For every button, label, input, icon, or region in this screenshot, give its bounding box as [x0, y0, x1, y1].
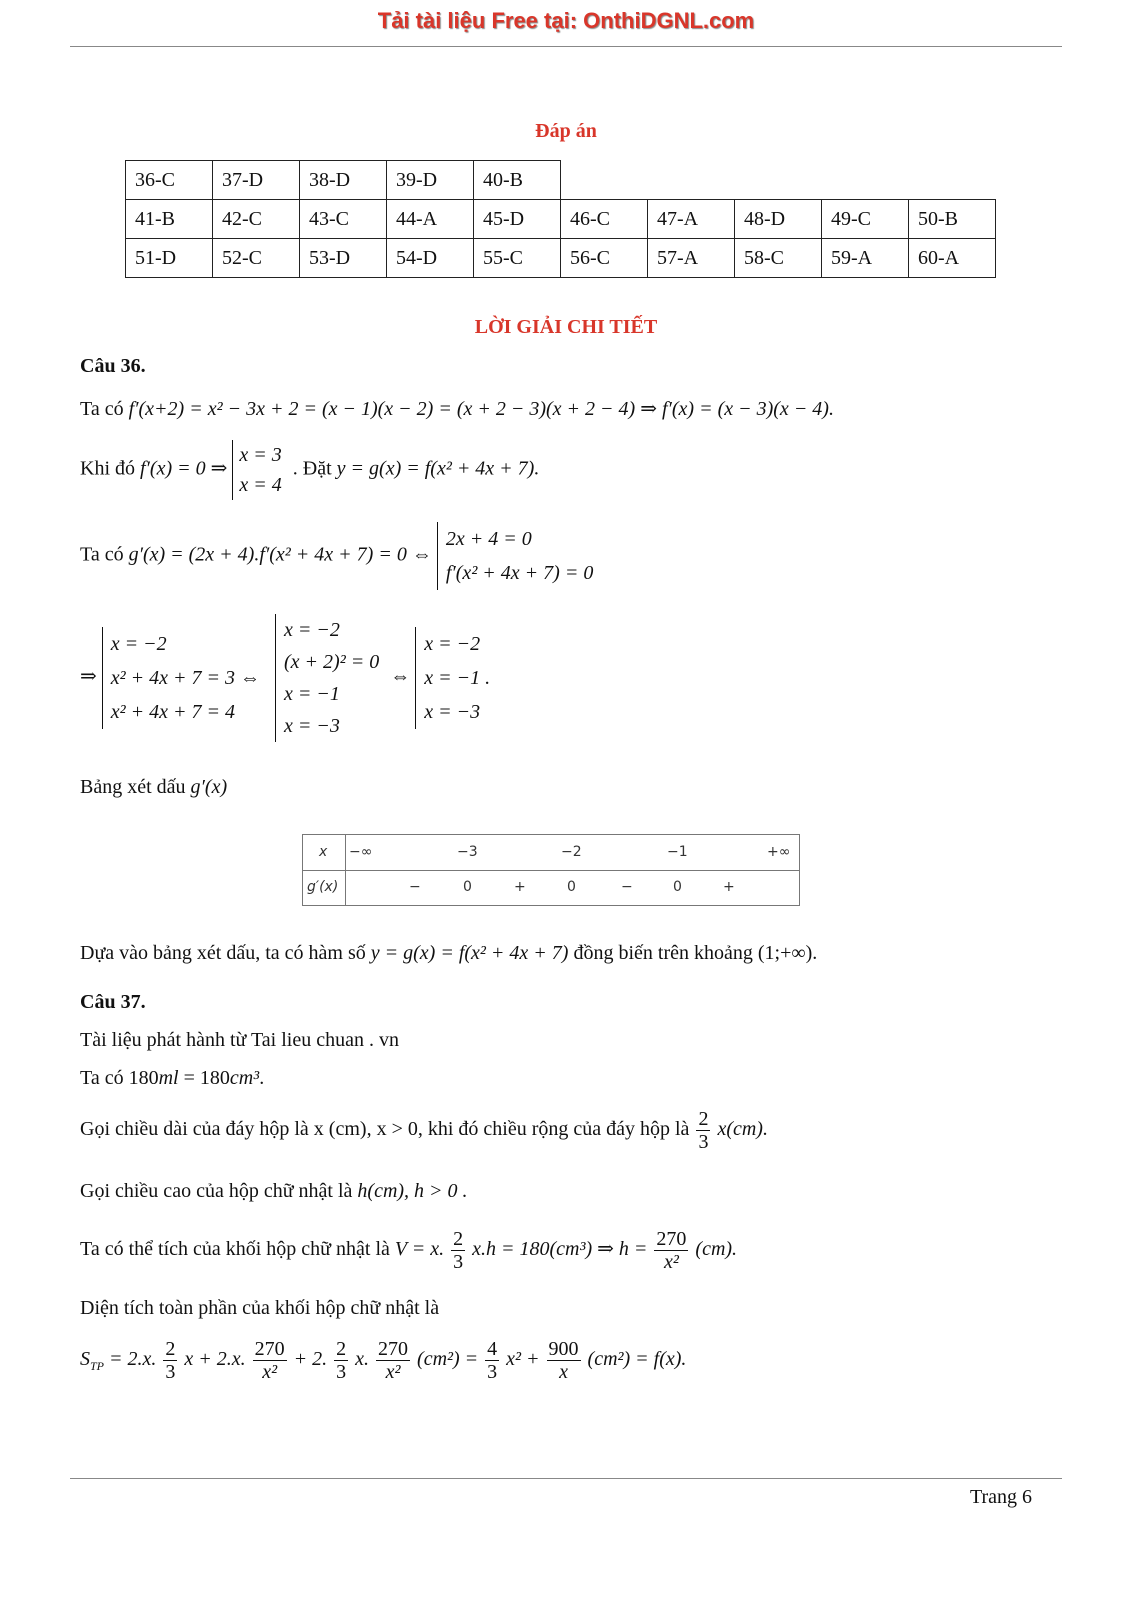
q36-line2-tail: . Đặt	[292, 457, 332, 480]
q37-line4	[80, 1228, 737, 1273]
q37-line6-m4: + 2.	[293, 1348, 328, 1371]
fraction	[334, 1338, 348, 1383]
q37-line4-a: Ta có thể tích của khối hộp chữ nhật là	[80, 1238, 390, 1261]
q36-line4-equiv: ⇔	[390, 665, 411, 688]
empty-cell	[561, 161, 648, 200]
answer-cell: 37-D	[213, 161, 300, 200]
fraction-numerator: 900	[548, 1338, 579, 1360]
answer-cell: 43-C	[300, 200, 387, 239]
q36-line4-cases-b	[275, 614, 385, 742]
case-line: x = 3	[239, 444, 282, 466]
fraction	[163, 1338, 177, 1383]
q37-line2	[80, 1108, 768, 1153]
q36-line2-lead: Khi đó	[80, 457, 135, 480]
q36-line1-lead: Ta có	[80, 398, 124, 420]
q36-line2-cases	[232, 440, 287, 500]
q37-line4-m3: (cm).	[695, 1238, 738, 1261]
fraction-denominator: x²	[663, 1251, 679, 1273]
q37-line6-m8: (cm²) = f(x).	[587, 1348, 687, 1371]
fraction-denominator: 3	[698, 1131, 709, 1153]
q37-line4-m2: x.h = 180(cm³) ⇒ h =	[472, 1238, 648, 1261]
sign-table-sign: +	[723, 879, 735, 895]
answer-cell: 42-C	[213, 200, 300, 239]
q37-line6-sub: TP	[90, 1359, 105, 1374]
q37-line5: Diện tích toàn phần của khối hộp chữ nhật là	[80, 1297, 440, 1319]
answer-cell: 48-D	[735, 200, 822, 239]
sign-table	[302, 834, 800, 906]
answer-cell: 36-C	[126, 161, 213, 200]
q37-line2-a: Gọi chiều dài của đáy hộp là x (cm), x > 0, khi đó chiều rộng của đáy hộp là	[80, 1118, 690, 1141]
sign-table-x-value: −1	[667, 844, 688, 860]
q37-line4-m1: V = x.	[394, 1238, 445, 1261]
q37-title: Câu 37.	[80, 991, 146, 1013]
fraction-numerator: 270	[656, 1228, 687, 1250]
answer-cell: 56-C	[561, 239, 648, 278]
q37-line6-m2: = 2.x.	[104, 1348, 157, 1371]
answer-cell: 57-A	[648, 239, 735, 278]
answer-cell: 44-A	[387, 200, 474, 239]
empty-cell	[909, 161, 996, 200]
fraction	[547, 1338, 581, 1383]
q36-table-lead-math: g′(x)	[190, 776, 228, 798]
q37-line6-m3: x + 2.x.	[184, 1348, 246, 1371]
page-number: Trang 6	[969, 1486, 1032, 1508]
q37-line6	[80, 1338, 686, 1383]
fraction-denominator: x²	[385, 1361, 401, 1383]
q37-line6-m6: (cm²) =	[417, 1348, 479, 1371]
answer-cell: 52-C	[213, 239, 300, 278]
q36-line4-cases-a	[102, 627, 266, 729]
q36-line3	[80, 522, 599, 590]
header-rule	[70, 46, 1062, 47]
q36-conclusion-b: đồng biến trên khoảng	[573, 942, 753, 964]
answer-cell: 47-A	[648, 200, 735, 239]
case-line: x² + 4x + 7 = 4	[110, 701, 236, 723]
sign-table-g-label: g′(x)	[307, 879, 339, 895]
case-line: x = −2	[424, 633, 481, 655]
q36-line4-arrow: ⇒	[80, 665, 97, 688]
q36-table-lead-text: Bảng xét dấu	[80, 776, 186, 798]
fraction-numerator: 2	[698, 1108, 709, 1130]
sign-table-sign: +	[514, 879, 526, 895]
q36-line3-lead: Ta có	[80, 543, 124, 566]
fraction	[654, 1228, 688, 1273]
q37-line1-a: Ta có 180	[80, 1067, 159, 1089]
case-line: 2x + 4 = 0	[445, 528, 532, 550]
q37-line6-s: S	[80, 1348, 90, 1371]
fraction-numerator: 2	[165, 1338, 176, 1360]
answer-cell: 39-D	[387, 161, 474, 200]
q37-line3-a: Gọi chiều cao của hộp chữ nhật là	[80, 1180, 353, 1202]
q36-line3-cases	[437, 522, 600, 590]
q37-line1	[80, 1067, 264, 1090]
sign-table-x-value: +∞	[767, 844, 791, 860]
q36-conclusion-a: Dựa vào bảng xét dấu, ta có hàm số	[80, 942, 366, 964]
q36-line4-cases-c	[415, 627, 496, 729]
q36-conclusion-interval: (1;+∞).	[757, 942, 818, 964]
fraction-numerator: 270	[378, 1338, 409, 1360]
answer-cell: 38-D	[300, 161, 387, 200]
fraction	[485, 1338, 499, 1383]
q36-line2	[80, 440, 539, 500]
sign-table-sign: 0	[463, 879, 472, 895]
fraction-numerator: 4	[487, 1338, 498, 1360]
fraction-denominator: x	[559, 1361, 568, 1383]
fraction	[696, 1108, 710, 1153]
q36-title: Câu 36.	[80, 355, 146, 377]
sign-table-sign: 0	[673, 879, 682, 895]
table-row	[126, 239, 996, 278]
q37-line3-math: h(cm), h > 0 .	[357, 1180, 468, 1202]
sign-table-x-value: −3	[457, 844, 478, 860]
solutions-title: LỜI GIẢI CHI TIẾT	[474, 316, 658, 338]
empty-cell	[735, 161, 822, 200]
q37-line3	[80, 1180, 468, 1203]
case-line: x = −1	[284, 683, 340, 705]
case-line: x = −2	[110, 633, 167, 655]
q36-line1-math: f′(x+2) = x² − 3x + 2 = (x − 1)(x − 2) = (x + 2 − 3)(x + 2 − 4) ⇒ f′(x) = (x − 3)(x − 4).	[128, 398, 834, 420]
q36-line3-math: g′(x) = (2x + 4).f′(x² + 4x + 7) = 0 ⇔	[128, 543, 432, 566]
fraction	[376, 1338, 410, 1383]
case-line: x = 4	[239, 474, 282, 496]
q37-line1-unit-ml: ml	[158, 1067, 179, 1089]
sign-table-sign: 0	[567, 879, 576, 895]
table-row	[126, 161, 996, 200]
fraction-denominator: x²	[262, 1361, 278, 1383]
fraction-denominator: 3	[165, 1361, 176, 1383]
q37-line6-m7: x² +	[506, 1348, 540, 1371]
fraction-numerator: 270	[254, 1338, 285, 1360]
answer-cell: 59-A	[822, 239, 909, 278]
fraction-denominator: 3	[453, 1251, 464, 1273]
q36-line4	[80, 614, 496, 742]
q36-conclusion-math: y = g(x) = f(x² + 4x + 7)	[370, 942, 569, 964]
fraction-numerator: 2	[453, 1228, 464, 1250]
q36-conclusion	[80, 942, 817, 965]
q37-source: Tài liệu phát hành từ Tai lieu chuan . vn	[80, 1029, 399, 1051]
answer-cell: 40-B	[474, 161, 561, 200]
q37-line6-m5: x.	[355, 1348, 370, 1371]
answer-cell: 50-B	[909, 200, 996, 239]
sign-table-g-row	[303, 870, 799, 905]
answer-cell: 51-D	[126, 239, 213, 278]
table-row	[126, 200, 996, 239]
case-line: x = −2	[284, 619, 340, 641]
sign-table-sign: −	[621, 879, 633, 895]
answer-key-table	[125, 160, 996, 278]
case-line: x = −3	[424, 701, 481, 723]
case-line: x = −3	[284, 715, 340, 737]
case-line: x² + 4x + 7 = 3 ⇔	[110, 667, 261, 689]
case-line: x = −1 .	[424, 667, 491, 689]
header-title: Tải tài liệu Free tại: OnthiDGNL.com	[377, 8, 755, 33]
empty-cell	[648, 161, 735, 200]
sign-table-x-value: −2	[561, 844, 582, 860]
answers-title: Đáp án	[535, 120, 597, 142]
answer-cell: 45-D	[474, 200, 561, 239]
q36-line2-math: f′(x) = 0 ⇒	[140, 457, 228, 480]
q36-table-lead	[80, 776, 227, 799]
answer-cell: 55-C	[474, 239, 561, 278]
q37-line1-c: = 180	[178, 1067, 230, 1089]
answer-cell: 60-A	[909, 239, 996, 278]
sign-table-x-row	[303, 835, 799, 870]
sign-table-sign: −	[409, 879, 421, 895]
fraction-denominator: 3	[336, 1361, 347, 1383]
sign-table-x-label: x	[319, 844, 328, 860]
case-line: (x + 2)² = 0	[284, 651, 380, 673]
q36-line1	[80, 396, 834, 421]
answer-cell: 53-D	[300, 239, 387, 278]
fraction	[451, 1228, 465, 1273]
answer-cell: 54-D	[387, 239, 474, 278]
empty-cell	[822, 161, 909, 200]
q37-line1-unit-cm3: cm³	[229, 1067, 260, 1089]
q37-line2-b: x(cm).	[717, 1118, 768, 1141]
answer-cell: 41-B	[126, 200, 213, 239]
sign-table-x-value: −∞	[349, 844, 373, 860]
answer-cell: 46-C	[561, 200, 648, 239]
case-line: f′(x² + 4x + 7) = 0	[445, 562, 594, 584]
q37-line1-e: .	[259, 1067, 265, 1089]
q36-line2-tail-math: y = g(x) = f(x² + 4x + 7).	[336, 457, 540, 480]
footer-rule	[70, 1478, 1062, 1479]
answer-cell: 58-C	[735, 239, 822, 278]
answer-cell: 49-C	[822, 200, 909, 239]
fraction	[253, 1338, 287, 1383]
fraction-numerator: 2	[336, 1338, 347, 1360]
fraction-denominator: 3	[487, 1361, 498, 1383]
